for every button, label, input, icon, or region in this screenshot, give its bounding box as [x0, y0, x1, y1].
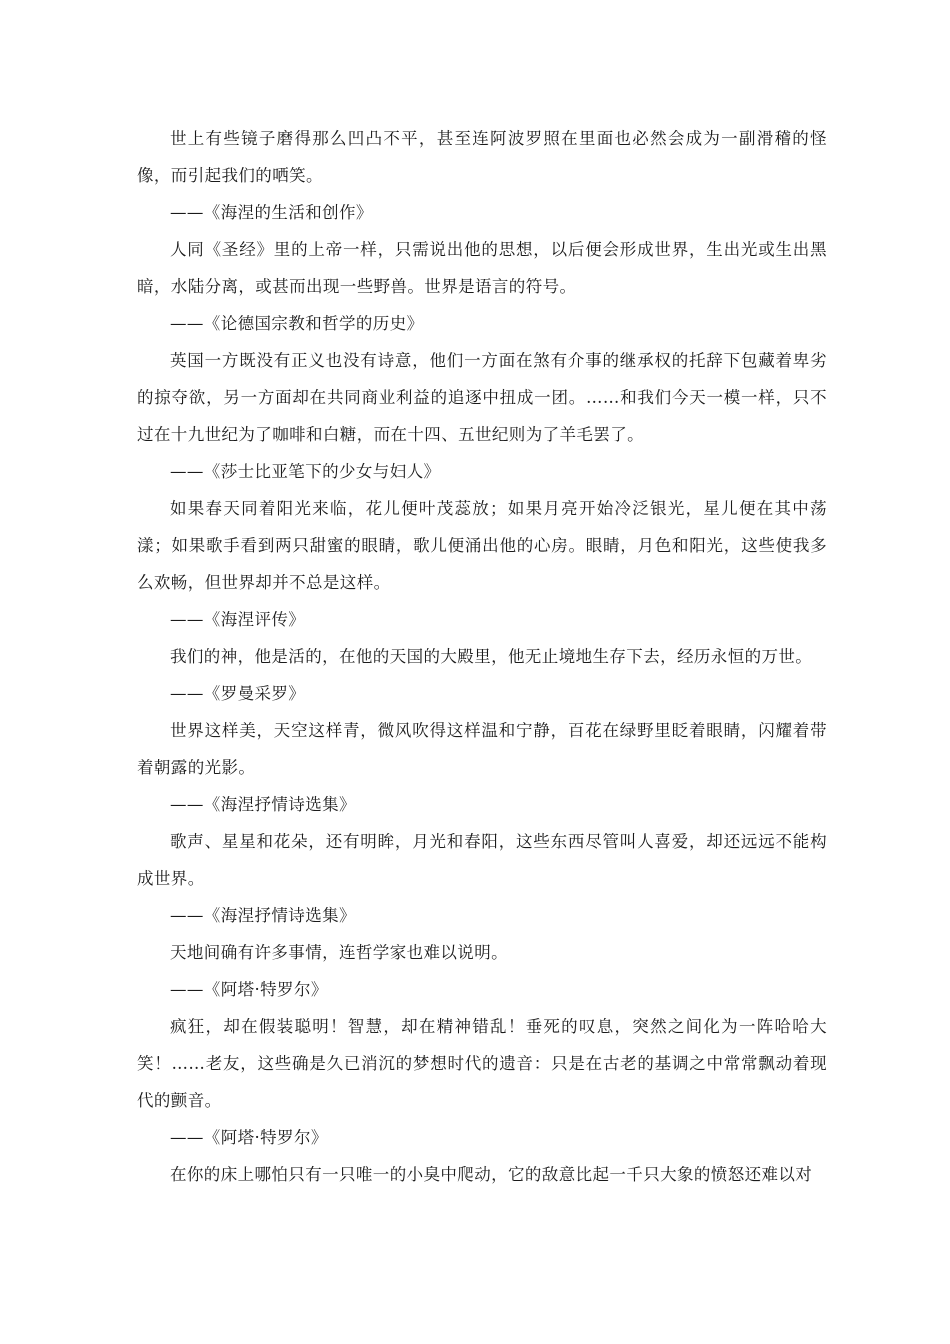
- quote-text: 我们的神，他是活的，在他的天国的大殿里，他无止境地生存下去，经历永恒的万世。: [170, 647, 813, 666]
- quote-entry: [137, 231, 827, 342]
- quote-text: 在你的床上哪怕只有一只唯一的小臭中爬动，它的敌意比起一千只大象的愤怒还难以对: [170, 1165, 813, 1184]
- quote-source: ——《阿塔·特罗尔》: [170, 980, 328, 999]
- quote-text: 天地间确有许多事情，连哲学家也难以说明。: [170, 943, 508, 962]
- quote-source: ——《莎士比亚笔下的少女与妇人》: [170, 462, 441, 481]
- quote-source: ——《罗曼采罗》: [170, 684, 306, 703]
- quote-entry: [137, 120, 827, 231]
- quote-text: 人同《圣经》里的上帝一样，只需说出他的思想，以后便会形成世界，生出光或生出黑暗，水陆分离，或甚而出现一些野兽。世界是语言的符号。: [137, 240, 827, 296]
- quote-entry: [137, 823, 827, 934]
- quote-source: ——《海涅抒情诗选集》: [170, 795, 356, 814]
- quote-source: ——《论德国宗教和哲学的历史》: [170, 314, 424, 333]
- quote-entry: [137, 1156, 827, 1193]
- quote-source: ——《阿塔·特罗尔》: [170, 1128, 328, 1147]
- quote-text: 世界这样美，天空这样青，微风吹得这样温和宁静，百花在绿野里眨着眼睛，闪耀着带着朝露的光影。: [137, 721, 827, 777]
- quote-source: ——《海涅抒情诗选集》: [170, 906, 356, 925]
- quote-text: 世上有些镜子磨得那么凹凸不平，甚至连阿波罗照在里面也必然会成为一副滑稽的怪像，而引起我们的哂笑。: [137, 129, 827, 185]
- quote-source: ——《海涅的生活和创作》: [170, 203, 373, 222]
- quote-entry: [137, 490, 827, 638]
- quote-entry: [137, 638, 827, 712]
- quote-entry: [137, 934, 827, 1008]
- quote-text: 英国一方既没有正义也没有诗意，他们一方面在煞有介事的继承权的托辞下包藏着卑劣的掠夺欲，另一方面却在共同商业利益的追逐中扭成一团。……和我们今天一模一样，只不过在十九世纪为了咖啡和白糖，而在十四、五世纪则为了羊毛罢了。: [137, 351, 827, 444]
- quote-text: 疯狂，却在假装聪明！智慧，却在精神错乱！垂死的叹息，突然之间化为一阵哈哈大笑！……老友，这些确是久已消沉的梦想时代的遗音：只是在古老的基调之中常常飘动着现代的颤音。: [137, 1017, 827, 1110]
- quote-entry: [137, 342, 827, 490]
- quote-entry: [137, 1008, 827, 1156]
- quote-text: 歌声、星星和花朵，还有明眸，月光和春阳，这些东西尽管叫人喜爱，却还远远不能构成世界。: [137, 832, 827, 888]
- quote-source: ——《海涅评传》: [170, 610, 306, 629]
- quote-text: 如果春天同着阳光来临，花儿便叶茂蕊放；如果月亮开始冷泛银光，星儿便在其中荡漾；如果歌手看到两只甜蜜的眼睛，歌儿便涌出他的心房。眼睛，月色和阳光，这些使我多么欢畅，但世界却并不总是这样。: [137, 499, 827, 592]
- quote-entry: [137, 712, 827, 823]
- quotes-list: [137, 120, 827, 1193]
